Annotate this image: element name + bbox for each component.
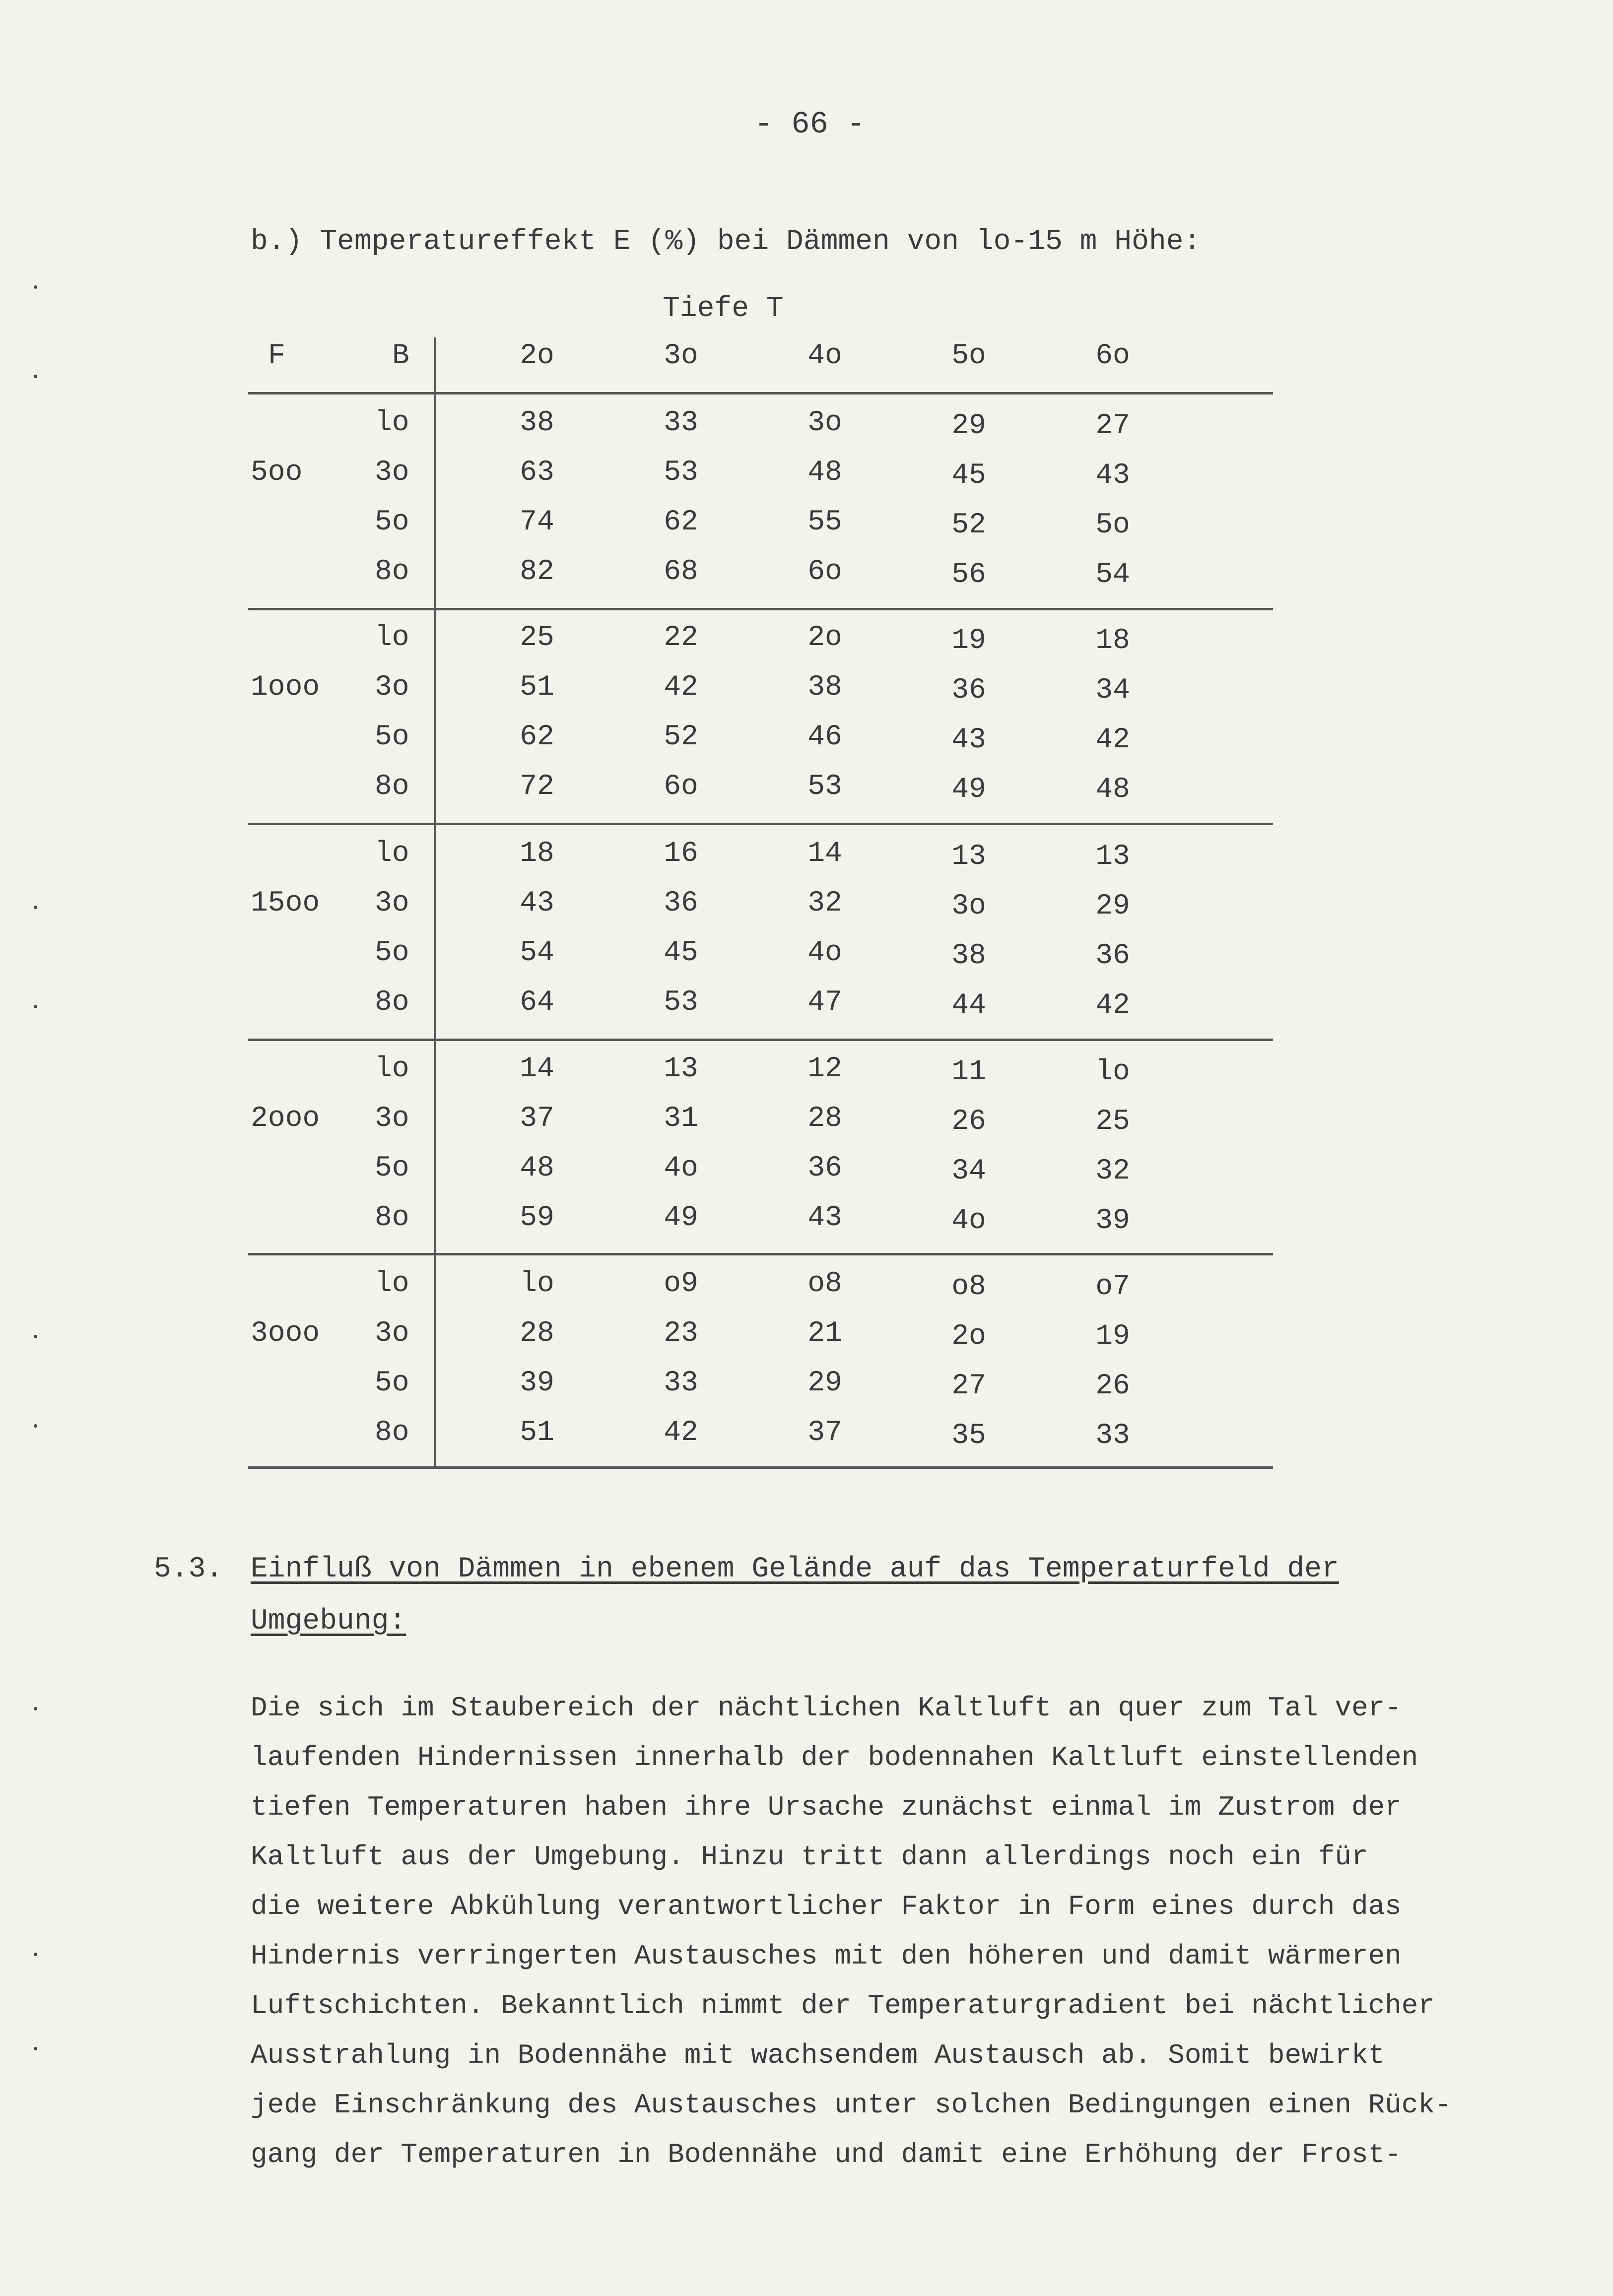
b-value: 8o — [375, 1417, 409, 1449]
table-cell: 51 — [520, 671, 554, 704]
table-cell: 38 — [807, 671, 842, 704]
table-cell: 27 — [1095, 410, 1130, 442]
table-cell: 33 — [1095, 1420, 1130, 1452]
table-vertical-rule — [434, 337, 436, 1466]
table-rule — [248, 1466, 1273, 1469]
table-cell: 23 — [664, 1317, 698, 1350]
table-cell: 52 — [664, 721, 698, 753]
table-cell: 22 — [664, 622, 698, 654]
paragraph-line: tiefen Temperaturen haben ihre Ursache zunächst einmal im Zustrom der — [251, 1791, 1402, 1823]
table-cell: 13 — [951, 841, 986, 873]
table-cell: 21 — [807, 1317, 842, 1350]
table-cell: 12 — [807, 1053, 842, 1085]
table-cell: 43 — [807, 1202, 842, 1234]
column-header-depth: 6o — [1095, 340, 1130, 372]
table-cell: 53 — [664, 457, 698, 489]
table-rule — [248, 1039, 1273, 1041]
table-cell: 35 — [951, 1420, 986, 1452]
paragraph-line: Luftschichten. Bekanntlich nimmt der Temperaturgradient bei nächtlicher — [251, 1990, 1435, 2022]
table-cell: 82 — [520, 556, 554, 588]
margin-mark — [34, 1424, 37, 1428]
table-cell: 13 — [1095, 841, 1130, 873]
body-paragraph — [251, 1683, 1452, 2179]
table-cell: 43 — [1095, 459, 1130, 492]
table-cell: 74 — [520, 506, 554, 538]
table-cell: 26 — [951, 1106, 986, 1138]
b-value: 5o — [375, 506, 409, 538]
table-cell: 48 — [807, 457, 842, 489]
margin-mark — [34, 1005, 37, 1008]
b-value: 8o — [375, 1202, 409, 1234]
f-value: 3ooo — [251, 1317, 320, 1350]
table-cell: 26 — [1095, 1370, 1130, 1402]
table-cell: 31 — [664, 1103, 698, 1135]
table-cell: 13 — [664, 1053, 698, 1085]
table-cell: 19 — [1095, 1320, 1130, 1353]
table-cell: 29 — [951, 410, 986, 442]
table-cell: 28 — [807, 1103, 842, 1135]
table-cell: 14 — [520, 1053, 554, 1085]
table-cell: 45 — [664, 937, 698, 969]
table-cell: 4o — [664, 1152, 698, 1184]
column-header-depth: 3o — [664, 340, 698, 372]
margin-mark — [34, 285, 37, 289]
table-cell: 54 — [520, 937, 554, 969]
table-cell: 36 — [1095, 940, 1130, 972]
table-cell: 32 — [807, 887, 842, 919]
table-cell: 63 — [520, 457, 554, 489]
table-cell: 6o — [807, 556, 842, 588]
b-value: 5o — [375, 721, 409, 753]
table-cell: 39 — [1095, 1205, 1130, 1237]
table-rule — [248, 392, 1273, 394]
paragraph-line: laufenden Hindernissen innerhalb der bodennahen Kaltluft einstellenden — [251, 1742, 1418, 1773]
table-cell: 53 — [807, 771, 842, 803]
table-cell: 44 — [951, 989, 986, 1022]
margin-mark — [34, 1953, 37, 1956]
table-rule — [248, 608, 1273, 610]
b-value: lo — [375, 407, 409, 439]
paragraph-line: Hindernis verringerten Austausches mit den höheren und damit wärmeren — [251, 1940, 1402, 1972]
table-cell: 4o — [807, 937, 842, 969]
f-value: 2ooo — [251, 1103, 320, 1135]
table-cell: 18 — [520, 838, 554, 870]
b-value: 3o — [375, 1103, 409, 1135]
table-cell: 46 — [807, 721, 842, 753]
table-cell: 34 — [951, 1155, 986, 1187]
table-cell: 59 — [520, 1202, 554, 1234]
table-cell: 56 — [951, 559, 986, 591]
table-cell: 6o — [664, 771, 698, 803]
table-cell: 29 — [1095, 890, 1130, 922]
b-value: 5o — [375, 1367, 409, 1399]
table-cell: 52 — [951, 509, 986, 541]
table-cell: lo — [520, 1268, 554, 1300]
column-header-depth: 5o — [951, 340, 986, 372]
table-cell: 68 — [664, 556, 698, 588]
table-cell: 2o — [951, 1320, 986, 1353]
table-cell: 38 — [520, 407, 554, 439]
paragraph-line: jede Einschränkung des Austausches unter solchen Bedingungen einen Rück- — [251, 2089, 1452, 2121]
table-cell: 3o — [807, 407, 842, 439]
table-caption: b.) Temperatureffekt E (%) bei Dämmen von lo-15 m Höhe: — [251, 226, 1201, 258]
table-cell: 18 — [1095, 625, 1130, 657]
table-cell: 62 — [664, 506, 698, 538]
paragraph-line: Ausstrahlung in Bodennähe mit wachsendem Austausch ab. Somit bewirkt — [251, 2039, 1385, 2071]
table-cell: 42 — [1095, 989, 1130, 1022]
b-value: 8o — [375, 986, 409, 1019]
f-value: 1ooo — [251, 671, 320, 704]
paragraph-line: die weitere Abkühlung verantwortlicher Faktor in Form eines durch das — [251, 1891, 1402, 1922]
table-cell: 33 — [664, 407, 698, 439]
table-cell: 37 — [520, 1103, 554, 1135]
margin-mark — [34, 1707, 37, 1710]
table-cell: 36 — [807, 1152, 842, 1184]
b-value: 3o — [375, 457, 409, 489]
table-cell: 32 — [1095, 1155, 1130, 1187]
column-header-depth: 4o — [807, 340, 842, 372]
table-cell: 39 — [520, 1367, 554, 1399]
b-value: 8o — [375, 556, 409, 588]
b-value: lo — [375, 622, 409, 654]
table-cell: 55 — [807, 506, 842, 538]
table-cell: 25 — [1095, 1106, 1130, 1138]
paragraph-line: gang der Temperaturen in Bodennähe und damit eine Erhöhung der Frost- — [251, 2139, 1402, 2170]
b-value: 5o — [375, 937, 409, 969]
table-cell: 43 — [951, 724, 986, 756]
table-cell: 49 — [664, 1202, 698, 1234]
table-cell: 14 — [807, 838, 842, 870]
table-cell: o7 — [1095, 1271, 1130, 1303]
table-cell: 37 — [807, 1417, 842, 1449]
paragraph-line: Kaltluft aus der Umgebung. Hinzu tritt dann allerdings noch ein für — [251, 1841, 1368, 1873]
table-cell: 62 — [520, 721, 554, 753]
table-cell: 51 — [520, 1417, 554, 1449]
margin-mark — [34, 375, 37, 378]
table-cell: 49 — [951, 774, 986, 806]
table-super-header: Tiefe T — [663, 293, 784, 325]
page-number: - 66 - — [754, 107, 866, 142]
table-cell: 36 — [664, 887, 698, 919]
table-cell: 47 — [807, 986, 842, 1019]
table-cell: lo — [1095, 1056, 1130, 1088]
table-cell: 48 — [520, 1152, 554, 1184]
table-cell: 42 — [1095, 724, 1130, 756]
table-cell: 2o — [807, 622, 842, 654]
table-cell: o8 — [951, 1271, 986, 1303]
table-cell: 34 — [1095, 674, 1130, 707]
table-cell: 36 — [951, 674, 986, 707]
b-value: 3o — [375, 671, 409, 704]
table-cell: 54 — [1095, 559, 1130, 591]
column-header-b: B — [392, 340, 409, 372]
section-heading-continued: Umgebung: — [251, 1605, 406, 1638]
column-header-depth: 2o — [520, 340, 554, 372]
b-value: 8o — [375, 771, 409, 803]
b-value: 3o — [375, 1317, 409, 1350]
table-cell: 64 — [520, 986, 554, 1019]
f-value: 15oo — [251, 887, 320, 919]
table-cell: 42 — [664, 671, 698, 704]
b-value: 3o — [375, 887, 409, 919]
table-cell: 42 — [664, 1417, 698, 1449]
margin-mark — [34, 906, 37, 909]
table-cell: 4o — [951, 1205, 986, 1237]
margin-mark — [34, 2047, 37, 2050]
table-cell: 29 — [807, 1367, 842, 1399]
table-cell: 45 — [951, 459, 986, 492]
table-cell: 72 — [520, 771, 554, 803]
table-cell: 3o — [951, 890, 986, 922]
table-cell: 48 — [1095, 774, 1130, 806]
table-cell: 38 — [951, 940, 986, 972]
table-rule — [248, 1253, 1273, 1255]
table-cell: 16 — [664, 838, 698, 870]
table-cell: 33 — [664, 1367, 698, 1399]
table-cell: 43 — [520, 887, 554, 919]
paragraph-line: Die sich im Staubereich der nächtlichen Kaltluft an quer zum Tal ver- — [251, 1692, 1402, 1724]
table-cell: o9 — [664, 1268, 698, 1300]
column-header-f: F — [268, 340, 285, 372]
b-value: lo — [375, 838, 409, 870]
b-value: lo — [375, 1268, 409, 1300]
table-rule — [248, 823, 1273, 825]
b-value: lo — [375, 1053, 409, 1085]
table-cell: 11 — [951, 1056, 986, 1088]
margin-mark — [34, 1335, 37, 1338]
table-cell: 28 — [520, 1317, 554, 1350]
table-cell: 27 — [951, 1370, 986, 1402]
table-cell: 53 — [664, 986, 698, 1019]
table-cell: 19 — [951, 625, 986, 657]
table-cell: 5o — [1095, 509, 1130, 541]
table-cell: 25 — [520, 622, 554, 654]
section-heading: Einfluß von Dämmen in ebenem Gelände auf das Temperaturfeld der — [251, 1553, 1339, 1585]
f-value: 5oo — [251, 457, 303, 489]
section-number: 5.3. — [154, 1553, 223, 1585]
table-cell: o8 — [807, 1268, 842, 1300]
b-value: 5o — [375, 1152, 409, 1184]
